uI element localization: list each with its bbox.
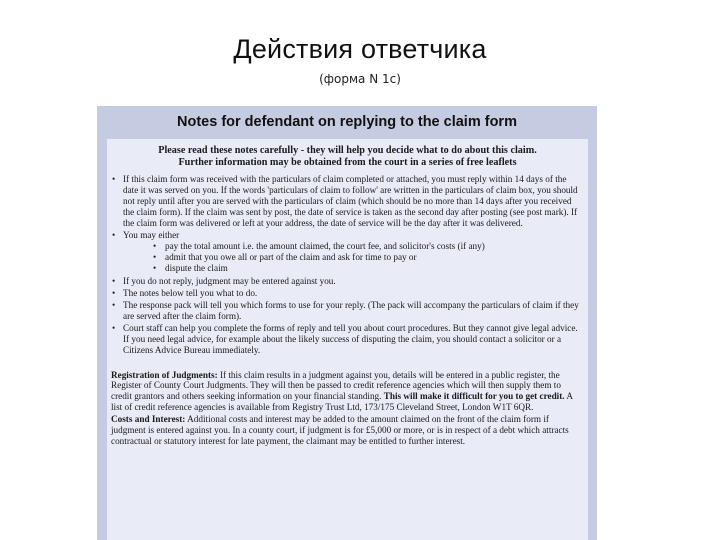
- list-item-text: You may either: [123, 229, 180, 240]
- intro-block: [107, 145, 588, 169]
- costs-text: Additional costs and interest may be added to the amount claimed on the front of the claim form if judgment is entered against you. In a county court, if judgment is for £5,000 or more, or is in respect of a debt which attracts contractual or statutory interest for late payment, the claimant may be entitled to further interest.: [111, 414, 569, 446]
- list-item: [111, 230, 582, 275]
- list-item: • If you do not reply, judgment may be entered against you.: [111, 276, 582, 287]
- document-header: Notes for defendant on replying to the claim form: [97, 106, 597, 139]
- option-item: • pay the total amount i.e. the amount claimed, the court fee, and solicitor's costs (if any): [153, 241, 582, 252]
- intro-line-2: Further information may be obtained from the court in a series of free leaflets: [178, 157, 517, 168]
- slide-subtitle: (форма N 1с): [319, 72, 401, 86]
- option-item: • admit that you owe all or part of the claim and ask for time to pay or: [153, 252, 582, 263]
- document-body: [107, 139, 588, 540]
- registration-text-2: A list of credit reference agencies is available from Registry Trust Ltd, 173/175 Cleveland Street, London W1T 6QR.: [111, 391, 573, 413]
- list-item: • The notes below tell you what to do.: [111, 288, 582, 299]
- list-item: • If this claim form was received with the particulars of claim completed or attached, you must reply within 14 days of the date it was served on you. If the words 'particulars of claim to follow' are written in the particulars of claim box, you should not reply until after you are served with the particulars of claim (which should be no more than 14 days after you received the claim form). If the claim was sent by post, the date of service is taken as the second day after posting (see post mark). If the claim form was delivered or left at your address, the date of service will be the day after it was delivered.: [111, 174, 582, 229]
- options-list: [123, 241, 582, 274]
- list-item: • Court staff can help you complete the forms of reply and tell you about court procedures. But they cannot give legal advice. If you need legal advice, for example about the likely success of disputing the claim, you should contact a solicitor or a Citizens Advice Bureau immediately.: [111, 323, 582, 356]
- registration-paragraph: [111, 370, 582, 414]
- costs-label: Costs and Interest:: [111, 414, 186, 425]
- option-item: • dispute the claim: [153, 263, 582, 274]
- registration-label: Registration of Judgments:: [111, 369, 218, 380]
- costs-paragraph: [111, 414, 582, 447]
- list-item: • The response pack will tell you which forms to use for your reply. (The pack will accompany the particulars of claim if they are served after the claim form).: [111, 300, 582, 322]
- notes-list: [107, 174, 588, 356]
- intro-line-1: Please read these notes carefully - they will help you decide what to do about this claim.: [158, 145, 537, 156]
- slide-title: Действия ответчика: [233, 34, 487, 64]
- claim-form-notes-document: [97, 106, 597, 540]
- registration-emphasis: This will make it difficult for you to get credit.: [383, 391, 565, 402]
- registration-text: If this claim results in a judgment against you, details will be entered in a public register, the Register of County Court Judgments. They will then be passed to credit reference agencies which will then supply them to credit grantors and others seeking information on your financial standing.: [111, 369, 561, 402]
